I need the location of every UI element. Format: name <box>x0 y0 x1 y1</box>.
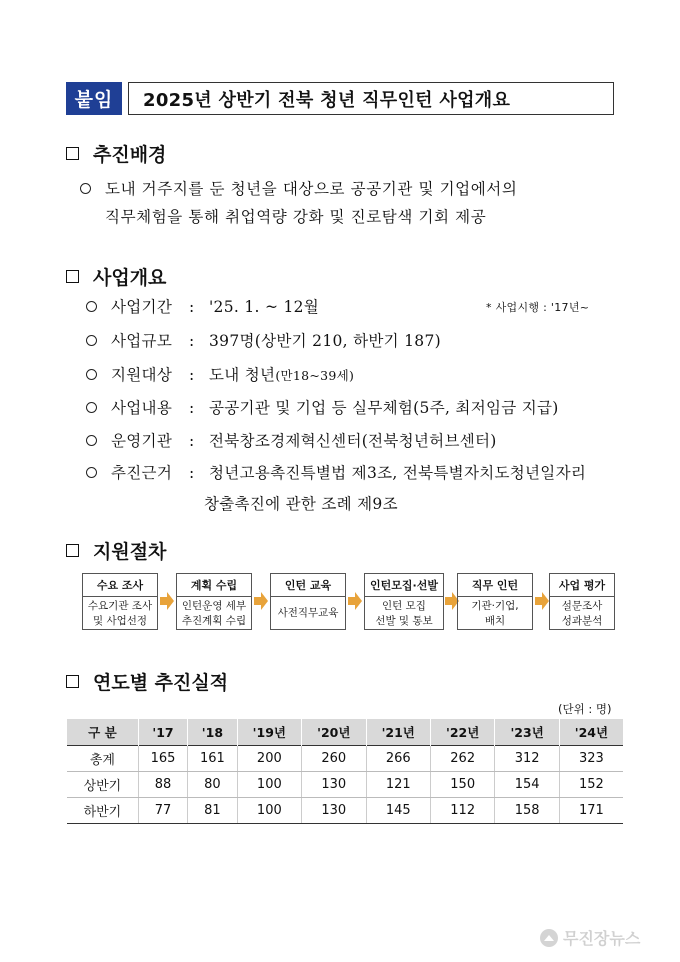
procedure-step-evaluation: 사업 평가 설문조사 성과분석 <box>549 573 615 630</box>
procedure-step-training: 인턴 교육 사전직무교육 <box>270 573 346 630</box>
section-title: 연도별 추진실적 <box>93 672 229 694</box>
background-line-2: 직무체험을 통해 취업역량 강화 및 진로탐색 기회 제공 <box>105 208 487 226</box>
circle-bullet-icon <box>86 301 97 312</box>
column-header: '20년 <box>302 719 366 746</box>
overview-item-target: 지원대상 : 도내 청년(만18~39세) <box>86 363 354 385</box>
section-title: 사업개요 <box>93 267 167 289</box>
checkbox-square-icon <box>66 270 79 283</box>
procedure-step-recruitment: 인턴모집·선발 인턴 모집 선발 및 통보 <box>364 573 444 630</box>
results-table <box>67 719 623 824</box>
overview-item-operator: 운영기관 : 전북창조경제혁신센터(전북청년허브센터) <box>86 429 497 451</box>
implementation-note: * 사업시행 : '17년~ <box>486 301 590 314</box>
circle-bullet-icon <box>86 402 97 413</box>
checkbox-square-icon <box>66 675 79 688</box>
column-header: '24년 <box>559 719 623 746</box>
procedure-step-planning: 계획 수립 인턴운영 세부 추진계획 수립 <box>176 573 252 630</box>
background-line-1: 도내 거주지를 둔 청년을 대상으로 공공기관 및 기업에서의 <box>80 177 517 199</box>
column-header: '23년 <box>495 719 559 746</box>
column-header: '22년 <box>430 719 494 746</box>
mountain-logo-icon <box>540 929 558 947</box>
overview-item-period: 사업기간 : '25. 1. ~ 12월 <box>86 295 319 317</box>
arrow-right-icon <box>254 592 268 610</box>
overview-item-basis: 추진근거 : 청년고용촉진특별법 제3조, 전북특별자치도청년일자리 <box>86 461 586 483</box>
overview-item-basis-line2: 창출촉진에 관한 조례 제9조 <box>204 495 398 513</box>
circle-bullet-icon <box>86 435 97 446</box>
circle-bullet-icon <box>86 467 97 478</box>
table-row: 상반기 88 80 100 130 121 150 154 152 <box>67 772 623 798</box>
section-title: 추진배경 <box>93 144 167 166</box>
overview-item-content: 사업내용 : 공공기관 및 기업 등 실무체험(5주, 최저임금 지급) <box>86 396 559 418</box>
section-title: 지원절차 <box>93 541 167 563</box>
checkbox-square-icon <box>66 544 79 557</box>
procedure-step-internship: 직무 인턴 기관·기업, 배치 <box>457 573 533 630</box>
circle-bullet-icon <box>80 183 91 194</box>
document-header <box>66 82 614 115</box>
document-title: 2025년 상반기 전북 청년 직무인턴 사업개요 <box>128 82 614 115</box>
unit-label: (단위 : 명) <box>558 702 612 716</box>
section-heading-overview <box>66 263 166 290</box>
watermark: 무진장뉴스 <box>540 926 640 949</box>
column-header: '18 <box>188 719 237 746</box>
section-heading-background <box>66 140 166 167</box>
section-heading-results <box>66 668 228 695</box>
arrow-right-icon <box>160 592 174 610</box>
section-heading-procedure <box>66 537 166 564</box>
column-header: '17 <box>138 719 187 746</box>
checkbox-square-icon <box>66 147 79 160</box>
procedure-step-survey: 수요 조사 수요기관 조사 및 사업선정 <box>82 573 158 630</box>
arrow-right-icon <box>535 592 549 610</box>
attachment-tag: 붙임 <box>66 82 122 115</box>
circle-bullet-icon <box>86 369 97 380</box>
overview-item-scale: 사업규모 : 397명(상반기 210, 하반기 187) <box>86 329 441 351</box>
column-header: '19년 <box>237 719 301 746</box>
column-header: '21년 <box>366 719 430 746</box>
table-header-row <box>67 719 623 746</box>
table-row: 하반기 77 81 100 130 145 112 158 171 <box>67 798 623 824</box>
circle-bullet-icon <box>86 335 97 346</box>
arrow-right-icon <box>348 592 362 610</box>
column-header: 구 분 <box>67 719 138 746</box>
table-row: 총계 165 161 200 260 266 262 312 323 <box>67 746 623 772</box>
